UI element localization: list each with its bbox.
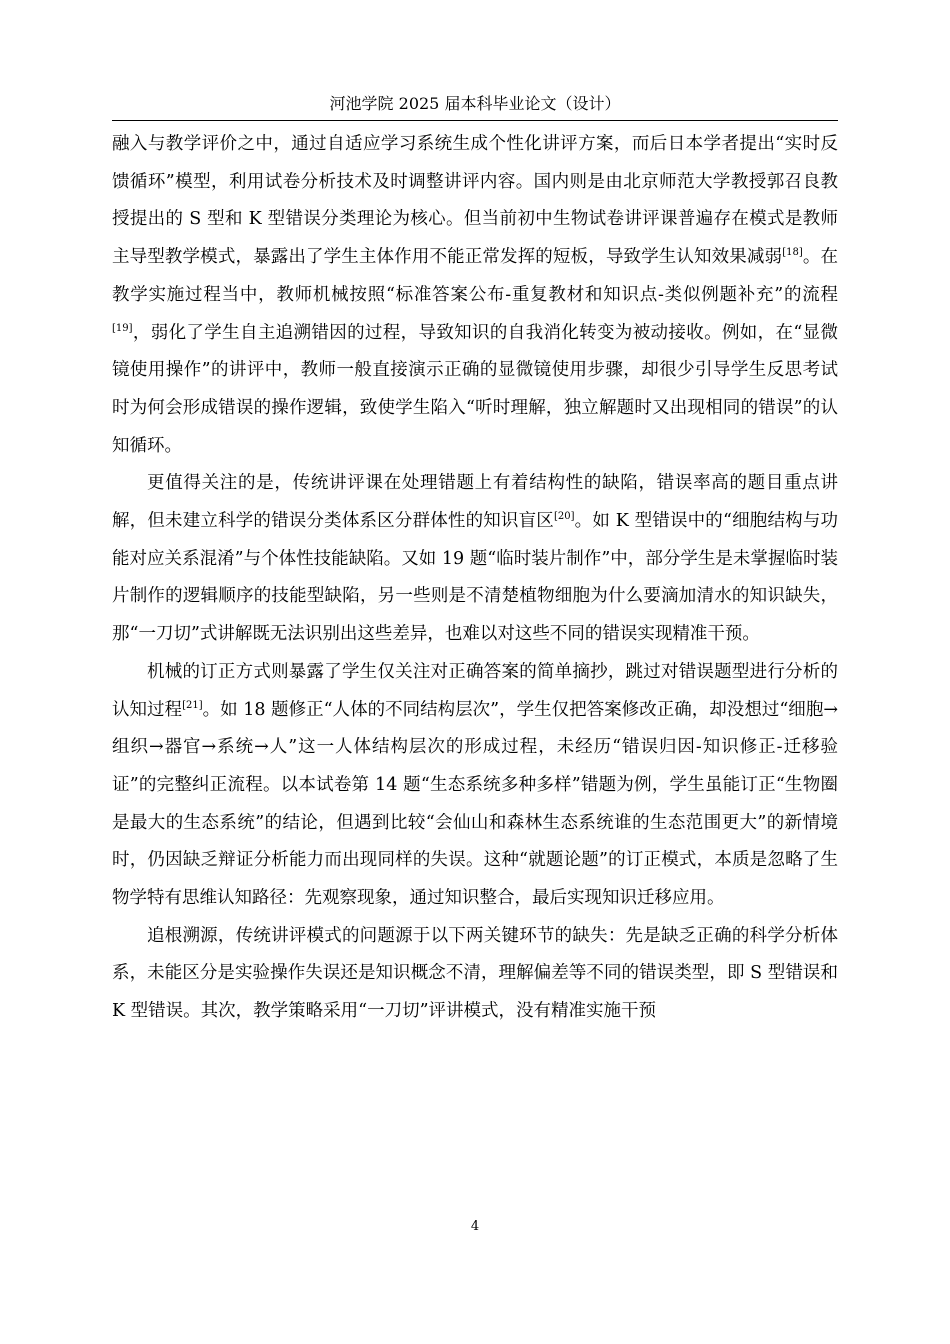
text-segment: 更值得关注的是，传统讲评课在处理错题上有着结构性的缺陷，错误率高的题目重点讲解，但未建立科学的错误分类体系区分群体性的知识盲区 <box>112 473 838 532</box>
body-text <box>112 126 838 1031</box>
page-number: 4 <box>470 1219 480 1234</box>
paragraph-1 <box>112 126 838 465</box>
paragraph-3 <box>112 654 838 918</box>
citation: [20] <box>553 511 575 523</box>
citation: [21] <box>182 699 203 711</box>
text-segment: 。如 K 型错误中的“细胞结构与功能对应关系混淆”与个体性技能缺陷。又如 19 题“临时装片制作”中，部分学生是未掌握临时装片制作的逻辑顺序的技能型缺陷，另一些则是不清楚植物细胞为什么要滴加清水的知识缺失，那“一刀切”式讲解既无法识别出这些差异，也难以对这些不同的错误实现精准干预。 <box>112 511 838 645</box>
text-segment: 。在教学实施过程当中，教师机械按照“标准答案公布-重复教材和知识点-类似例题补充”的流程 <box>112 247 839 305</box>
text-segment: ，弱化了学生自主追溯错因的过程，导致知识的自我消化转变为被动接收。例如，在“显微镜使用操作”的讲评中，教师一般直接演示正确的显微镜使用步骤，却很少引导学生反思考试时为何会形成错误的操作逻辑，致使学生陷入“听时理解，独立解题时又出现相同的错误”的认知循环。 <box>112 322 838 456</box>
paragraph-2 <box>112 465 838 654</box>
paragraph-4 <box>112 918 838 1031</box>
citation: [19] <box>112 322 133 334</box>
text-segment: 机械的订正方式则暴露了学生仅关注对正确答案的简单摘抄，跳过对错误题型进行分析的认知过程 <box>112 661 838 720</box>
text-segment: 追根溯源，传统讲评模式的问题源于以下两关键环节的缺失：先是缺乏正确的科学分析体系，未能区分是实验操作失误还是知识概念不清，理解偏差等不同的错误类型，即 S 型错误和 K 型错误。其次，教学策略采用“一刀切”评讲模式，没有精准实施干预 <box>112 925 838 1022</box>
text-segment: 融入与教学评价之中，通过自适应学习系统生成个性化讲评方案，而后日本学者提出“实时反馈循环”模型，利用试卷分析技术及时调整讲评内容。国内则是由北京师范大学教授郭召良教授提出的 S 型和 K 型错误分类理论为核心。但当前初中生物试卷讲评课普遍存在模式是教师主导型教学模式，暴露出了学生主体作用不能正常发挥的短板，导致学生认知效果减弱 <box>112 134 838 268</box>
running-header: 河池学院 2025 届本科毕业论文（设计） <box>329 94 621 113</box>
text-segment: 。如 18 题修正“人体的不同结构层次”，学生仅把答案修改正确，却没想过“细胞→组织→器官→系统→人”这一人体结构层次的形成过程，未经历“错误归因-知识修正-迁移验证”的完整纠正流程。以本试卷第 14 题“生态系统多种多样”错题为例，学生虽能订正“生物圈是最大的生态系统”的结论，但遇到比较“会仙山和森林生态系统谁的生态范围更大”的新情境时，仍因缺乏辩证分析能力而出现同样的失误。这种“就题论题”的订正模式，本质是忽略了生物学特有思维认知路径：先观察现象，通过知识整合，最后实现知识迁移应用。 <box>112 699 838 909</box>
citation: [18] <box>782 247 803 259</box>
header-divider <box>112 120 838 121</box>
